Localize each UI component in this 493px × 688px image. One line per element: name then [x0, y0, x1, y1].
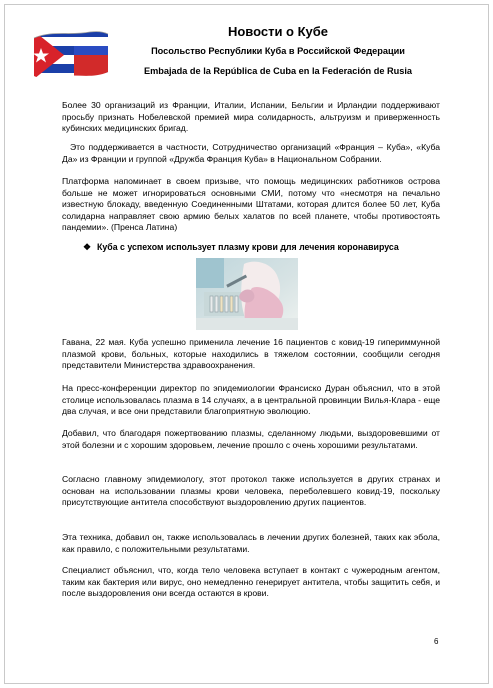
paragraph: Специалист объяснил, что, когда тело человека вступает в контакт с чужеродным агентом, таким как бактерия или вирус, оно немедленно генерирует антитела, чтобы защитить себя, и после выздоровления они всегда остаются в крови.: [62, 565, 440, 599]
diamond-bullet-icon: ❖: [83, 242, 91, 252]
lab-plasma-photo: [196, 258, 298, 330]
paragraph: Гавана, 22 мая. Куба успешно применила лечение 16 пациентов с ковид-19 гипериммунной плазмой крови, больных, которые находились в тяжелом состоянии, сообщили сегодня представители Министерства здравоохранения.: [62, 337, 440, 371]
section-heading: [83, 242, 453, 253]
section-heading-text: Куба с успехом использует плазму крови для лечения коронавируса: [97, 242, 399, 252]
page-header: [0, 0, 493, 102]
paragraph: Платформа напоминает в своем призыве, что помощь медицинских работников острова больше не может игнорироваться основными СМИ, потому что «несмотря на печально известную блокаду, введенную Соединенными Штатами, которая длится более 50 лет, Куба солидарна направляет свою армию белых халатов по всей планете, чтобы противостоять пандемии». (Пренса Латина): [62, 176, 440, 233]
cuba-russia-flag-logo: [30, 28, 112, 82]
paragraph: Более 30 организаций из Франции, Италии, Испании, Бельгии и Ирландии поддерживают просьбу признать Нобелевской премией мира солидарность, альтруизм и приверженность кубинских медицинских бригад.: [62, 100, 440, 134]
paragraph: Добавил, что благодаря пожертвованию плазмы, сделанному людьми, выздоровевшими от этой болезни и с хорошим здоровьем, лечение прошло с очень хорошими результатами.: [62, 428, 440, 450]
paragraph: Это поддерживается в частности, Сотрудничество организаций «Франция – Куба», «Куба Да» из Франции и группой «Дружба Франция Куба» в Национальном Собрании.: [62, 142, 440, 164]
page-title: Новости о Кубе: [227, 24, 329, 39]
paragraph: На пресс-конференции директор по эпидемиологии Франсиско Дуран объяснил, что в этой столице использовалась плазма в 14 случаях, а в центральной провинции Вилья-Клара - еще два случая, и все они представили благоприятную эволюцию.: [62, 383, 440, 417]
embassy-name-es: Embajada de la República de Cuba en la Federación de Rusia: [143, 66, 413, 76]
paragraph: Согласно главному эпидемиологу, этот протокол также используется в других странах и основан на использовании плазмы крови человека, переболевшего ковид-19, поскольку присутствующие антитела способствуют выздоровлению других пациентов.: [62, 474, 440, 508]
embassy-name-ru: Посольство Республики Куба в Российской Федерации: [151, 46, 405, 56]
paragraph: Эта техника, добавил он, также использовалась в лечении других болезней, таких как эбола, как правило, с положительными результатами.: [62, 532, 440, 554]
page-number: 6: [434, 637, 439, 646]
